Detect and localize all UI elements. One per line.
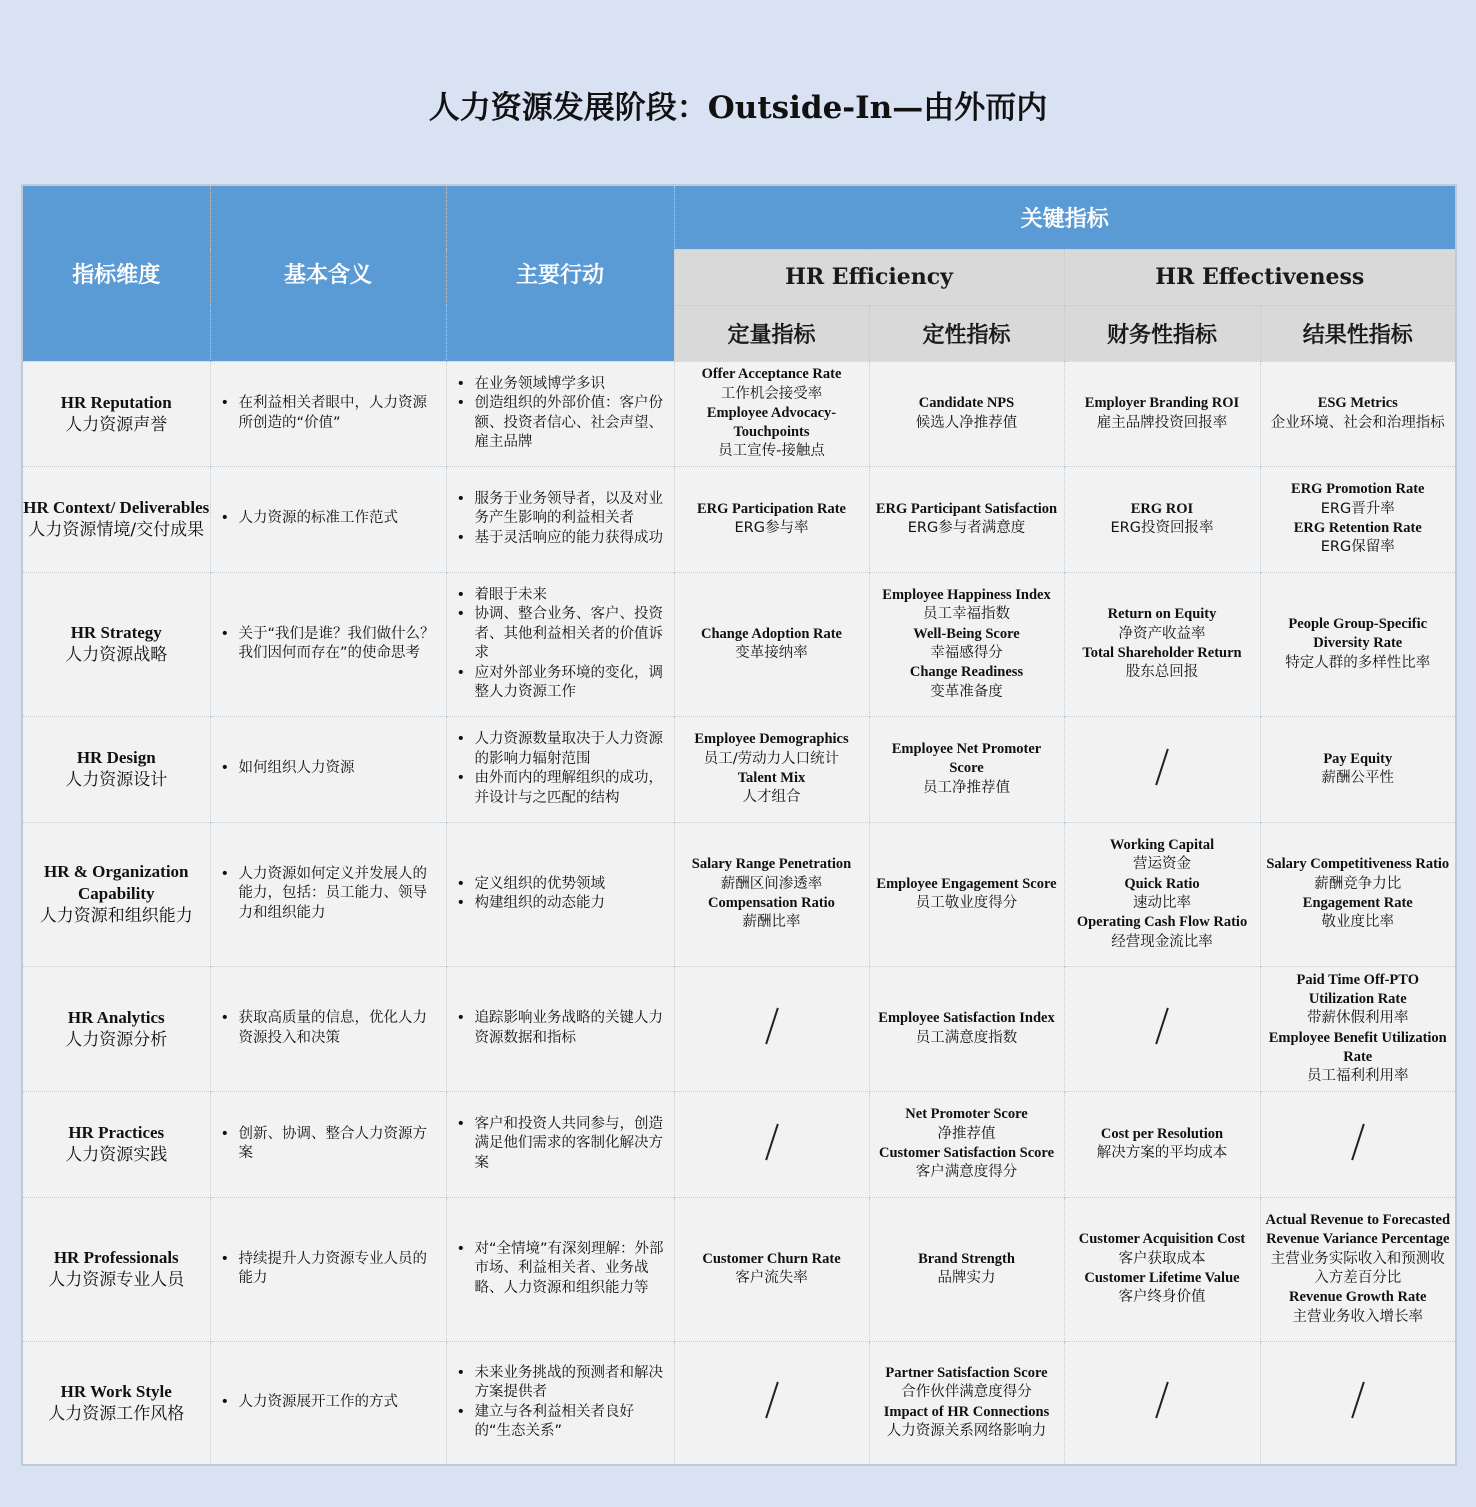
slash-mark xyxy=(1155,1008,1169,1045)
result-cell xyxy=(1260,822,1456,966)
header-financial: 财务性指标 xyxy=(1064,305,1260,361)
qual-line: Impact of HR Connections xyxy=(883,1403,1050,1420)
actions-cell xyxy=(446,466,674,572)
qual-metric xyxy=(870,1105,1064,1182)
financial-cell xyxy=(1064,822,1260,966)
table-row xyxy=(22,966,1456,1091)
quant-empty xyxy=(675,1123,869,1166)
actions-list xyxy=(447,1009,674,1048)
quant-cell xyxy=(674,1197,869,1341)
result-line: ERG晋升率 xyxy=(1320,500,1395,517)
qual-cell xyxy=(869,966,1064,1091)
financial-line: 经营现金流比率 xyxy=(1111,933,1213,950)
actions-item: • 对“全情境”有深刻理解：外部市场、利益相关者、业务战略、人力资源和组织能力等 xyxy=(475,1240,668,1299)
meaning-item: • 人力资源展开工作的方式 xyxy=(239,1393,440,1413)
financial-cell xyxy=(1064,572,1260,716)
qual-line: Net Promoter Score xyxy=(905,1106,1028,1123)
slash-mark xyxy=(1155,748,1169,785)
qual-line: 变革准备度 xyxy=(930,683,1003,700)
actions-cell xyxy=(446,572,674,716)
qual-line: ERG参与者满意度 xyxy=(907,520,1026,536)
quant-cell xyxy=(674,1341,869,1465)
result-line: People Group-Specific Diversity Rate xyxy=(1288,616,1428,652)
header-hr-efficiency: HR Efficiency xyxy=(674,249,1064,305)
meaning-cell xyxy=(210,1341,446,1465)
dimension-zh: 人力资源实践 xyxy=(65,1145,168,1165)
quant-line: Employee Advocacy-Touchpoints xyxy=(706,404,837,441)
actions-cell xyxy=(446,716,674,822)
result-cell xyxy=(1260,966,1456,1091)
result-cell xyxy=(1260,716,1456,822)
quant-cell xyxy=(674,572,869,716)
result-line: 敬业度比率 xyxy=(1321,914,1394,931)
financial-cell xyxy=(1064,1341,1260,1465)
dimension-zh: 人力资源专业人员 xyxy=(48,1270,185,1290)
financial-cell xyxy=(1064,716,1260,822)
actions-item: • 着眼于未来 xyxy=(475,586,668,606)
table-row xyxy=(22,716,1456,822)
actions-list xyxy=(447,1115,674,1174)
actions-list xyxy=(447,1364,674,1442)
result-line: Employee Benefit Utilization Rate xyxy=(1268,1029,1447,1065)
result-empty xyxy=(1261,1123,1456,1166)
dimension-label xyxy=(23,392,210,436)
result-cell xyxy=(1260,572,1456,716)
dimension-label xyxy=(23,747,210,791)
meaning-list xyxy=(211,509,446,529)
meaning-item: • 持续提升人力资源专业人员的能力 xyxy=(239,1250,440,1289)
quant-empty xyxy=(675,1381,869,1424)
financial-line: 解决方案的平均成本 xyxy=(1096,1145,1228,1161)
qual-line: 净推荐值 xyxy=(937,1125,996,1142)
quant-cell xyxy=(674,966,869,1091)
quant-line: 变革接纳率 xyxy=(735,645,808,661)
qual-line: 幸福感得分 xyxy=(930,645,1003,661)
header-quant: 定量指标 xyxy=(674,305,869,361)
dimension-label xyxy=(23,1007,210,1051)
financial-metric xyxy=(1065,605,1260,682)
quant-line: 薪酬区间渗透率 xyxy=(720,875,823,892)
table-body xyxy=(22,361,1456,1465)
financial-metric xyxy=(1065,500,1260,539)
meaning-item: • 获取高质量的信息，优化人力资源投入和决策 xyxy=(239,1009,440,1048)
result-line: Pay Equity xyxy=(1323,750,1393,767)
qual-cell xyxy=(869,716,1064,822)
actions-item: • 定义组织的优势领域 xyxy=(475,875,668,895)
qual-cell xyxy=(869,1197,1064,1341)
financial-empty xyxy=(1065,1007,1260,1050)
result-metric xyxy=(1261,480,1456,557)
dimension-label xyxy=(23,622,210,666)
dimension-zh: 人力资源设计 xyxy=(65,770,168,790)
financial-line: 股东总回报 xyxy=(1125,664,1199,681)
actions-list xyxy=(447,875,674,914)
financial-line: 速动比率 xyxy=(1133,895,1191,911)
meaning-list xyxy=(211,1009,446,1048)
quant-cell xyxy=(674,361,869,466)
meaning-item: • 关于“我们是谁？我们做什么？我们因何而存在”的使命思考 xyxy=(239,625,440,664)
header-qual: 定性指标 xyxy=(869,305,1064,361)
qual-metric xyxy=(870,740,1064,798)
qual-line: 候选人净推荐值 xyxy=(915,414,1018,431)
result-metric xyxy=(1261,1211,1456,1327)
qual-line: Well-Being Score xyxy=(913,625,1020,642)
slash-mark xyxy=(1155,1382,1169,1419)
dimension-cell xyxy=(22,966,210,1091)
qual-line: Brand Strength xyxy=(918,1250,1015,1267)
slash-mark xyxy=(1351,1382,1365,1419)
dimension-zh: 人力资源情境/交付成果 xyxy=(28,520,205,540)
dimension-cell xyxy=(22,1091,210,1197)
result-line: 主营业务实际收入和预测收入方差百分比 xyxy=(1270,1250,1445,1286)
dimension-cell xyxy=(22,361,210,466)
result-line: ERG Retention Rate xyxy=(1293,520,1422,536)
dimension-en: HR Context/ Deliverables xyxy=(23,498,210,517)
dimension-zh: 人力资源声誉 xyxy=(65,414,168,435)
meaning-item: • 在利益相关者眼中，人力资源所创造的“价值” xyxy=(239,394,440,433)
actions-item: • 由外而内的理解组织的成功，并设计与之匹配的结构 xyxy=(475,769,668,808)
page-title: 人力资源发展阶段：Outside-In—由外而内 xyxy=(428,90,1048,126)
result-metric xyxy=(1261,750,1456,789)
result-cell xyxy=(1260,1341,1456,1465)
qual-line: Employee Satisfaction Index xyxy=(878,1010,1055,1027)
actions-item: • 构建组织的动态能力 xyxy=(475,894,668,914)
table-row xyxy=(22,466,1456,572)
slash-mark xyxy=(1351,1123,1365,1160)
meaning-item: • 人力资源如何定义并发展人的能力，包括：员工能力、领导力和组织能力 xyxy=(239,865,440,924)
actions-cell xyxy=(446,822,674,966)
qual-cell xyxy=(869,1341,1064,1465)
actions-cell xyxy=(446,1341,674,1465)
financial-cell xyxy=(1064,1197,1260,1341)
financial-line: Employer Branding ROI xyxy=(1084,395,1240,412)
quant-line: 员工宣传-接触点 xyxy=(718,443,825,460)
dimension-label xyxy=(23,1122,210,1166)
result-line: Salary Competitiveness Ratio xyxy=(1266,856,1450,873)
actions-item: • 在业务领域博学多识 xyxy=(475,375,668,395)
qual-line: ERG Participant Satisfaction xyxy=(875,500,1058,517)
result-line: 主营业务收入增长率 xyxy=(1292,1308,1423,1325)
financial-line: 营运资金 xyxy=(1133,856,1191,873)
table-row xyxy=(22,572,1456,716)
quant-cell xyxy=(674,466,869,572)
qual-metric xyxy=(870,500,1064,539)
financial-line: 客户终身价值 xyxy=(1118,1289,1206,1306)
dimension-cell xyxy=(22,822,210,966)
result-line: 薪酬竞争力比 xyxy=(1314,875,1402,892)
qual-line: Employee Net Promoter Score xyxy=(891,741,1042,777)
actions-item: • 服务于业务领导者，以及对业务产生影响的利益相关者 xyxy=(475,490,668,529)
actions-cell xyxy=(446,966,674,1091)
financial-line: Working Capital xyxy=(1109,837,1215,854)
result-metric xyxy=(1261,855,1456,932)
quant-line: ERG参与率 xyxy=(734,520,809,536)
qual-line: 员工幸福指数 xyxy=(923,606,1010,623)
quant-line: Salary Range Penetration xyxy=(691,856,852,873)
quant-metric xyxy=(675,855,869,932)
meaning-cell xyxy=(210,966,446,1091)
table-row xyxy=(22,822,1456,966)
qual-line: 员工敬业度得分 xyxy=(915,895,1018,911)
financial-line: 净资产收益率 xyxy=(1118,625,1206,642)
qual-line: 客户满意度得分 xyxy=(915,1164,1018,1181)
table-row xyxy=(22,1197,1456,1341)
dimension-en: HR Work Style xyxy=(60,1381,172,1401)
result-line: 员工福利利用率 xyxy=(1307,1068,1409,1085)
dimension-en: HR & Organization Capability xyxy=(44,862,189,903)
actions-item: • 创造组织的外部价值：客户份额、投资者信心、社会声望、雇主品牌 xyxy=(475,394,668,453)
header-result: 结果性指标 xyxy=(1260,305,1456,361)
meaning-cell xyxy=(210,466,446,572)
quant-line: 员工/劳动力人口统计 xyxy=(703,750,840,767)
result-line: Actual Revenue to Forecasted Revenue Variance Percentage xyxy=(1265,1212,1451,1248)
qual-line: Partner Satisfaction Score xyxy=(885,1365,1048,1382)
dimension-en: HR Professionals xyxy=(53,1248,179,1267)
actions-item: • 追踪影响业务战略的关键人力资源数据和指标 xyxy=(475,1009,668,1048)
meaning-cell xyxy=(210,361,446,466)
result-line: 薪酬公平性 xyxy=(1321,770,1394,786)
financial-line: Customer Lifetime Value xyxy=(1084,1270,1240,1286)
result-cell xyxy=(1260,1091,1456,1197)
quant-cell xyxy=(674,822,869,966)
quant-metric xyxy=(675,625,869,664)
dimension-cell xyxy=(22,466,210,572)
table-row xyxy=(22,1091,1456,1197)
qual-metric xyxy=(870,586,1064,702)
qual-line: 员工满意度指数 xyxy=(915,1029,1018,1046)
qual-line: 员工净推荐值 xyxy=(923,779,1010,796)
meaning-item: • 创新、协调、整合人力资源方案 xyxy=(239,1125,440,1164)
quant-line: 客户流失率 xyxy=(735,1270,808,1286)
financial-empty xyxy=(1065,748,1260,791)
dimension-zh: 人力资源分析 xyxy=(65,1029,168,1050)
actions-item: • 客户和投资人共同参与，创造满足他们需求的客制化解决方案 xyxy=(475,1115,668,1174)
result-metric xyxy=(1261,394,1456,433)
meaning-item: • 如何组织人力资源 xyxy=(239,759,440,779)
dimension-label xyxy=(23,1381,210,1425)
financial-metric xyxy=(1065,394,1260,433)
meaning-list xyxy=(211,759,446,779)
meaning-list xyxy=(211,1250,446,1289)
financial-line: Quick Ratio xyxy=(1124,875,1200,892)
quant-line: 工作机会接受率 xyxy=(720,385,823,402)
quant-metric xyxy=(675,730,869,807)
quant-cell xyxy=(674,1091,869,1197)
qual-cell xyxy=(869,361,1064,466)
qual-cell xyxy=(869,1091,1064,1197)
slash-mark xyxy=(765,1008,779,1045)
qual-line: 人力资源关系网络影响力 xyxy=(886,1423,1047,1440)
qual-line: 合作伙伴满意度得分 xyxy=(901,1384,1032,1401)
result-line: Engagement Rate xyxy=(1302,895,1413,911)
result-line: Revenue Growth Rate xyxy=(1289,1289,1427,1306)
qual-metric xyxy=(870,1009,1064,1048)
quant-metric xyxy=(675,1250,869,1289)
qual-line: Change Readiness xyxy=(909,664,1024,681)
actions-cell xyxy=(446,361,674,466)
result-line: ESG Metrics xyxy=(1317,395,1398,412)
actions-list xyxy=(447,375,674,453)
financial-line: ERG投资回报率 xyxy=(1110,520,1214,536)
dimension-cell xyxy=(22,716,210,822)
financial-cell xyxy=(1064,466,1260,572)
result-line: ERG保留率 xyxy=(1320,539,1395,556)
meaning-list xyxy=(211,865,446,924)
dimension-en: HR Design xyxy=(76,748,156,767)
actions-cell xyxy=(446,1091,674,1197)
dimension-cell xyxy=(22,572,210,716)
result-line: 企业环境、社会和治理指标 xyxy=(1270,414,1445,431)
dimension-en: HR Strategy xyxy=(70,623,162,642)
result-line: Paid Time Off-PTO Utilization Rate xyxy=(1296,971,1419,1007)
financial-cell xyxy=(1064,1091,1260,1197)
qual-line: Customer Satisfaction Score xyxy=(878,1145,1055,1161)
financial-cell xyxy=(1064,966,1260,1091)
dimension-zh: 人力资源工作风格 xyxy=(48,1403,185,1424)
actions-list xyxy=(447,730,674,808)
actions-item: • 基于灵活响应的能力获得成功 xyxy=(475,529,668,549)
dimension-label xyxy=(23,497,210,541)
slash-mark xyxy=(765,1382,779,1419)
qual-metric xyxy=(870,1250,1064,1289)
meaning-cell xyxy=(210,822,446,966)
result-metric xyxy=(1261,971,1456,1087)
dimension-cell xyxy=(22,1341,210,1465)
dimension-en: HR Reputation xyxy=(60,392,172,412)
quant-line: Change Adoption Rate xyxy=(701,625,842,642)
dimension-cell xyxy=(22,1197,210,1341)
qual-line: 品牌实力 xyxy=(937,1270,996,1286)
meaning-list xyxy=(211,1125,446,1164)
qual-metric xyxy=(870,394,1064,433)
financial-line: ERG ROI xyxy=(1130,500,1194,517)
result-cell xyxy=(1260,1197,1456,1341)
table-row xyxy=(22,361,1456,466)
header-key-indicators: 关键指标 xyxy=(674,185,1456,249)
result-line: 带薪休假利用率 xyxy=(1307,1010,1409,1027)
financial-line: 客户获取成本 xyxy=(1118,1250,1206,1267)
meaning-list xyxy=(211,1393,446,1413)
result-cell xyxy=(1260,361,1456,466)
financial-line: Return on Equity xyxy=(1107,606,1217,623)
actions-list xyxy=(447,586,674,703)
financial-metric xyxy=(1065,1230,1260,1307)
financial-line: Cost per Resolution xyxy=(1100,1125,1224,1142)
financial-line: 雇主品牌投资回报率 xyxy=(1096,414,1228,431)
meaning-list xyxy=(211,625,446,664)
meaning-item: • 人力资源的标准工作范式 xyxy=(239,509,440,529)
result-cell xyxy=(1260,466,1456,572)
financial-line: Operating Cash Flow Ratio xyxy=(1076,914,1248,931)
qual-cell xyxy=(869,466,1064,572)
meaning-cell xyxy=(210,1197,446,1341)
meaning-cell xyxy=(210,572,446,716)
quant-line: Compensation Ratio xyxy=(708,895,835,911)
result-empty xyxy=(1261,1381,1456,1424)
result-line: 特定人群的多样性比率 xyxy=(1285,654,1431,671)
result-metric xyxy=(1261,615,1456,673)
header-action: 主要行动 xyxy=(446,185,674,361)
qual-metric xyxy=(870,875,1064,914)
quant-line: ERG Participation Rate xyxy=(696,500,846,517)
quant-cell xyxy=(674,716,869,822)
quant-metric xyxy=(675,500,869,539)
quant-line: Offer Acceptance Rate xyxy=(701,366,842,383)
dimension-label xyxy=(23,861,210,927)
actions-item: • 未来业务挑战的预测者和解决方案提供者 xyxy=(475,1364,668,1403)
meaning-cell xyxy=(210,716,446,822)
actions-list xyxy=(447,1240,674,1299)
actions-list xyxy=(447,490,674,549)
dimension-label xyxy=(23,1247,210,1291)
meaning-list xyxy=(211,394,446,433)
dimension-en: HR Analytics xyxy=(67,1007,165,1027)
hr-indicator-table xyxy=(21,184,1457,1466)
result-line: ERG Promotion Rate xyxy=(1291,481,1425,498)
financial-empty xyxy=(1065,1381,1260,1424)
qual-metric xyxy=(870,1364,1064,1441)
quant-line: 人才组合 xyxy=(742,789,801,806)
financial-line: Total Shareholder Return xyxy=(1082,645,1242,661)
quant-line: Customer Churn Rate xyxy=(702,1250,841,1267)
financial-line: Customer Acquisition Cost xyxy=(1078,1231,1246,1248)
qual-cell xyxy=(869,572,1064,716)
qual-line: Candidate NPS xyxy=(918,395,1015,412)
actions-item: • 协调、整合业务、客户、投资者、其他利益相关者的价值诉求 xyxy=(475,605,668,664)
dimension-en: HR Practices xyxy=(68,1123,165,1142)
quant-line: 薪酬比率 xyxy=(742,914,801,931)
meaning-cell xyxy=(210,1091,446,1197)
qual-cell xyxy=(869,822,1064,966)
header-hr-effectiveness: HR Effectiveness xyxy=(1064,249,1456,305)
qual-line: Employee Engagement Score xyxy=(876,875,1057,892)
dimension-zh: 人力资源战略 xyxy=(65,645,168,665)
quant-empty xyxy=(675,1007,869,1050)
financial-metric xyxy=(1065,1125,1260,1164)
header-meaning: 基本含义 xyxy=(210,185,446,361)
financial-metric xyxy=(1065,836,1260,952)
dimension-zh: 人力资源和组织能力 xyxy=(39,906,193,926)
header-dimension: 指标维度 xyxy=(22,185,210,361)
actions-item: • 应对外部业务环境的变化，调整人力资源工作 xyxy=(475,664,668,703)
actions-cell xyxy=(446,1197,674,1341)
actions-item: • 建立与各利益相关者良好的“生态关系” xyxy=(475,1403,668,1442)
qual-line: Employee Happiness Index xyxy=(882,587,1051,604)
quant-metric xyxy=(675,365,869,461)
actions-item: • 人力资源数量取决于人力资源的影响力辐射范围 xyxy=(475,730,668,769)
quant-line: Talent Mix xyxy=(737,770,806,786)
financial-cell xyxy=(1064,361,1260,466)
slash-mark xyxy=(765,1123,779,1160)
quant-line: Employee Demographics xyxy=(694,731,849,748)
table-row xyxy=(22,1341,1456,1465)
